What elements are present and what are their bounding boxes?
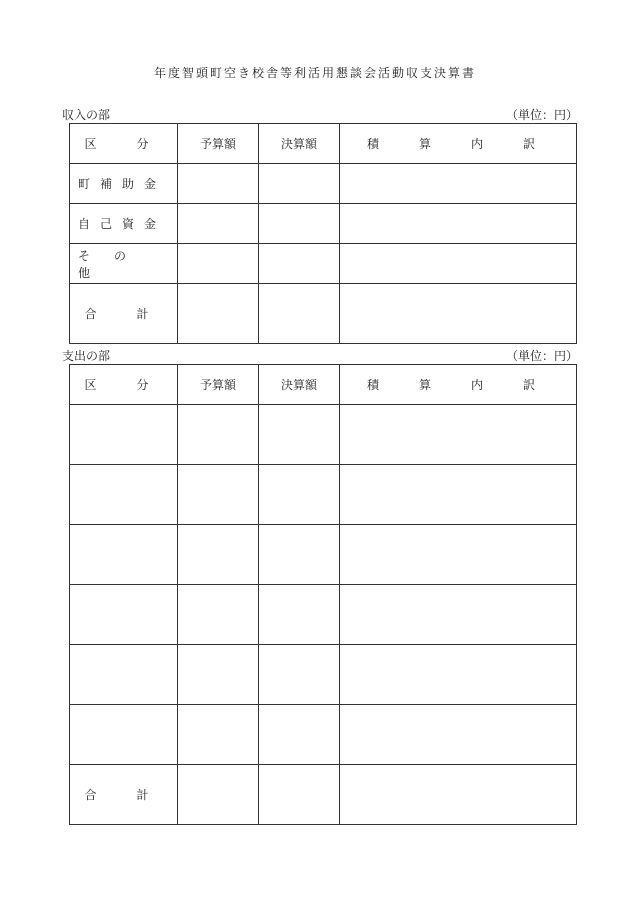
actual-cell[interactable] xyxy=(259,164,340,204)
budget-cell[interactable] xyxy=(178,705,259,765)
table-row xyxy=(70,645,577,705)
header-breakdown: 積 算 内 訳 xyxy=(340,124,577,164)
row-label: 町補助金 xyxy=(70,164,178,204)
budget-cell[interactable] xyxy=(178,204,259,244)
table-row xyxy=(70,204,577,244)
budget-cell[interactable] xyxy=(178,164,259,204)
budget-cell[interactable] xyxy=(178,585,259,645)
header-actual: 決算額 xyxy=(259,124,340,164)
row-label: その他 xyxy=(70,244,178,284)
table-row xyxy=(70,405,577,465)
total-row xyxy=(70,765,577,825)
header-budget: 予算額 xyxy=(178,365,259,405)
breakdown-cell[interactable] xyxy=(340,465,577,525)
budget-cell[interactable] xyxy=(178,525,259,585)
breakdown-cell[interactable] xyxy=(340,405,577,465)
row-label: 自己資金 xyxy=(70,204,178,244)
header-category: 区 分 xyxy=(70,124,178,164)
category-cell[interactable] xyxy=(70,645,178,705)
actual-cell[interactable] xyxy=(259,705,340,765)
table-header-row xyxy=(70,365,577,405)
actual-cell[interactable] xyxy=(259,465,340,525)
total-row xyxy=(70,284,577,344)
breakdown-cell[interactable] xyxy=(340,585,577,645)
category-cell[interactable] xyxy=(70,465,178,525)
actual-cell[interactable] xyxy=(259,405,340,465)
table-row xyxy=(70,705,577,765)
actual-cell[interactable] xyxy=(259,244,340,284)
document-title: 年度智頭町空き校舎等利活用懇談会活動収支決算書 xyxy=(153,66,476,80)
breakdown-cell[interactable] xyxy=(340,244,577,284)
header-breakdown: 積 算 内 訳 xyxy=(340,365,577,405)
income-section-label: 収入の部 xyxy=(62,108,111,122)
breakdown-cell[interactable] xyxy=(340,525,577,585)
income-table xyxy=(69,123,577,344)
total-label: 合 計 xyxy=(70,765,178,825)
breakdown-cell[interactable] xyxy=(340,705,577,765)
actual-cell[interactable] xyxy=(259,284,340,344)
table-row xyxy=(70,465,577,525)
total-label: 合 計 xyxy=(70,284,178,344)
budget-cell[interactable] xyxy=(178,645,259,705)
category-cell[interactable] xyxy=(70,585,178,645)
budget-cell[interactable] xyxy=(178,284,259,344)
header-category: 区 分 xyxy=(70,365,178,405)
header-actual: 決算額 xyxy=(259,365,340,405)
expense-section-label: 支出の部 xyxy=(62,349,111,363)
actual-cell[interactable] xyxy=(259,585,340,645)
category-cell[interactable] xyxy=(70,525,178,585)
breakdown-cell[interactable] xyxy=(340,284,577,344)
breakdown-cell[interactable] xyxy=(340,645,577,705)
actual-cell[interactable] xyxy=(259,204,340,244)
expense-unit-label: （単位：円） xyxy=(505,349,578,363)
actual-cell[interactable] xyxy=(259,645,340,705)
table-row xyxy=(70,164,577,204)
breakdown-cell[interactable] xyxy=(340,765,577,825)
header-budget: 予算額 xyxy=(178,124,259,164)
actual-cell[interactable] xyxy=(259,525,340,585)
budget-cell[interactable] xyxy=(178,405,259,465)
breakdown-cell[interactable] xyxy=(340,204,577,244)
breakdown-cell[interactable] xyxy=(340,164,577,204)
table-header-row xyxy=(70,124,577,164)
budget-cell[interactable] xyxy=(178,765,259,825)
table-row xyxy=(70,585,577,645)
category-cell[interactable] xyxy=(70,705,178,765)
income-unit-label: （単位：円） xyxy=(505,108,578,122)
expense-table xyxy=(69,364,577,825)
table-row xyxy=(70,525,577,585)
table-row xyxy=(70,244,577,284)
budget-cell[interactable] xyxy=(178,244,259,284)
category-cell[interactable] xyxy=(70,405,178,465)
budget-cell[interactable] xyxy=(178,465,259,525)
actual-cell[interactable] xyxy=(259,765,340,825)
